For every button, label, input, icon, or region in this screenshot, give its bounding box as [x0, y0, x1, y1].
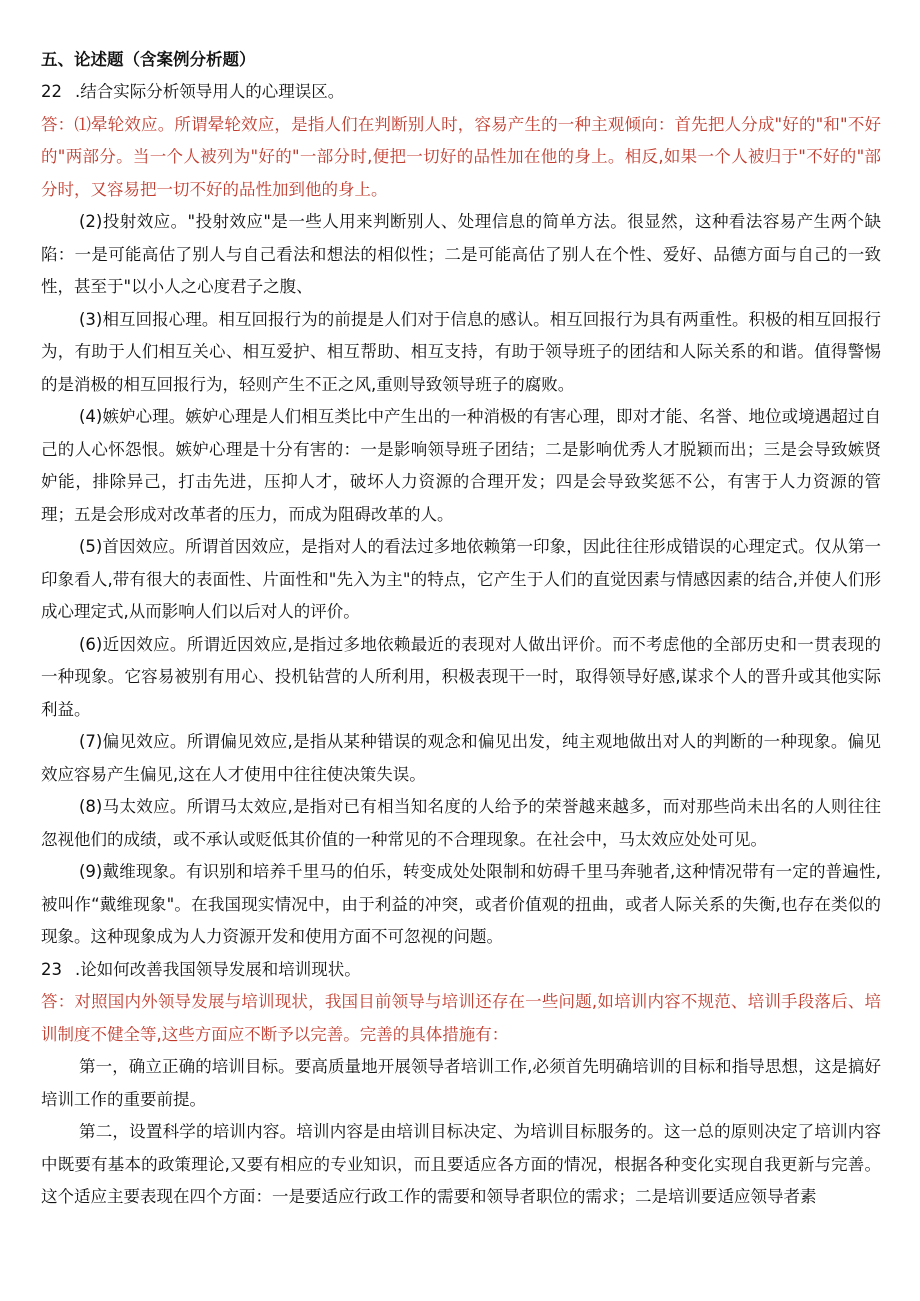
- answer-22-paragraph: (4)嫉妒心理。嫉妒心理是人们相互类比中产生出的一种消极的有害心理，即对才能、名誉、地位或境遇超过自己的人心怀怨恨。嫉妒心理是十分有害的：一是影响领导班子团结；二是影响优秀人才脱颖而出；三是会导致嫉贤妒能，排除异己，打击先进，压抑人才，破坏人力资源的合理开发；四是会导致奖惩不公，有害于人力资源的管理；五是会形成对改革者的压力，而成为阻碍改革的人。: [41, 407, 881, 524]
- question-number: 23: [41, 959, 62, 979]
- answer-22-intro: 答：⑴晕轮效应。所谓晕轮效应，是指人们在判断别人时，容易产生的一种主观倾向：首先把人分成"好的"和"不好的"两部分。当一个人被列为"好的"一部分时,便把一切好的品性加在他的身上。相反,如果一个人被归于"不好的"部分时，又容易把一切不好的品性加到他的身上。: [41, 114, 881, 199]
- answer-22-paragraph: (5)首因效应。所谓首因效应，是指对人的看法过多地依赖第一印象，因此往往形成错误的心理定式。仅从第一印象看人,带有很大的表面性、片面性和"先入为主"的特点，它产生于人们的直觉因素与情感因素的结合,并使人们形成心理定式,从而影响人们以后对人的评价。: [41, 537, 881, 621]
- document-page: [41, 44, 881, 1214]
- question-text: .论如何改善我国领导发展和培训现状。: [75, 959, 361, 979]
- answer-22-paragraph: (3)相互回报心理。相互回报行为的前提是人们对于信息的感认。相互回报行为具有两重性。积极的相互回报行为，有助于人们相互关心、相互爱护、相互帮助、相互支持，有助于领导班子的团结和人际关系的和谐。值得警惕的是消极的相互回报行为，轻则产生不正之风,重则导致领导班子的腐败。: [41, 309, 881, 394]
- question-number: 22: [41, 82, 62, 101]
- question-text: .结合实际分析领导用人的心理误区。: [75, 82, 345, 101]
- answer-22-paragraph: (2)投射效应。"投射效应"是一些人用来判断别人、处理信息的简单方法。很显然，这种看法容易产生两个缺陷：一是可能高估了别人与自己看法和想法的相似性；二是可能高估了别人在个性、爱好、品德方面与自己的一致性，甚至于"以小人之心度君子之腹、: [41, 212, 881, 296]
- question-22-prompt: [41, 76, 881, 109]
- answer-23-paragraph: 第二，设置科学的培训内容。培训内容是由培训目标决定、为培训目标服务的。这一总的原则决定了培训内容中既要有基本的政策理论,又要有相应的专业知识，而且要适应各方面的情况，根据各种变化实现自我更新与完善。这个适应主要表现在四个方面：一是要适应行政工作的需要和领导者职位的需求；二是培训要适应领导者素: [41, 1122, 881, 1206]
- answer-23-intro: 答：对照国内外领导发展与培训现状，我国目前领导与培训还存在一些问题,如培训内容不规范、培训手段落后、培训制度不健全等,这些方面应不断予以完善。完善的具体措施有：: [41, 992, 881, 1044]
- answer-22-paragraph: (8)马太效应。所谓马太效应,是指对已有相当知名度的人给予的荣誉越来越多，而对那些尚未出名的人则往往忽视他们的成绩，或不承认或贬低其价值的一种常见的不合理现象。在社会中，马太效应处处可见。: [41, 797, 881, 849]
- question-23-prompt: [41, 954, 881, 987]
- answer-23-paragraph: 第一，确立正确的培训目标。要高质量地开展领导者培训工作,必须首先明确培训的目标和指导思想，这是搞好培训工作的重要前提。: [41, 1057, 881, 1109]
- section-heading: 五、论述题（含案例分析题）: [41, 50, 256, 69]
- answer-22-paragraph: (9)戴维现象。有识别和培养千里马的伯乐，转变成处处限制和妨碍千里马奔驰者,这种情况带有一定的普遍性,被叫作“戴维现象"。在我国现实情况中，由于利益的冲突，或者价值观的扭曲，或者人际关系的失衡,也存在类似的现象。这种现象成为人力资源开发和使用方面不可忽视的问题。: [41, 862, 881, 946]
- answer-22-paragraph: (6)近因效应。所谓近因效应,是指过多地依赖最近的表现对人做出评价。而不考虑他的全部历史和一贯表现的一种现象。它容易被别有用心、投机钻营的人所利用，积极表现干一时，取得领导好感,谋求个人的晋升或其他实际利益。: [41, 634, 881, 719]
- answer-22-paragraph: (7)偏见效应。所谓偏见效应,是指从某种错误的观念和偏见出发，纯主观地做出对人的判断的一种现象。偏见效应容易产生偏见,这在人才使用中往往使决策失误。: [41, 732, 881, 784]
